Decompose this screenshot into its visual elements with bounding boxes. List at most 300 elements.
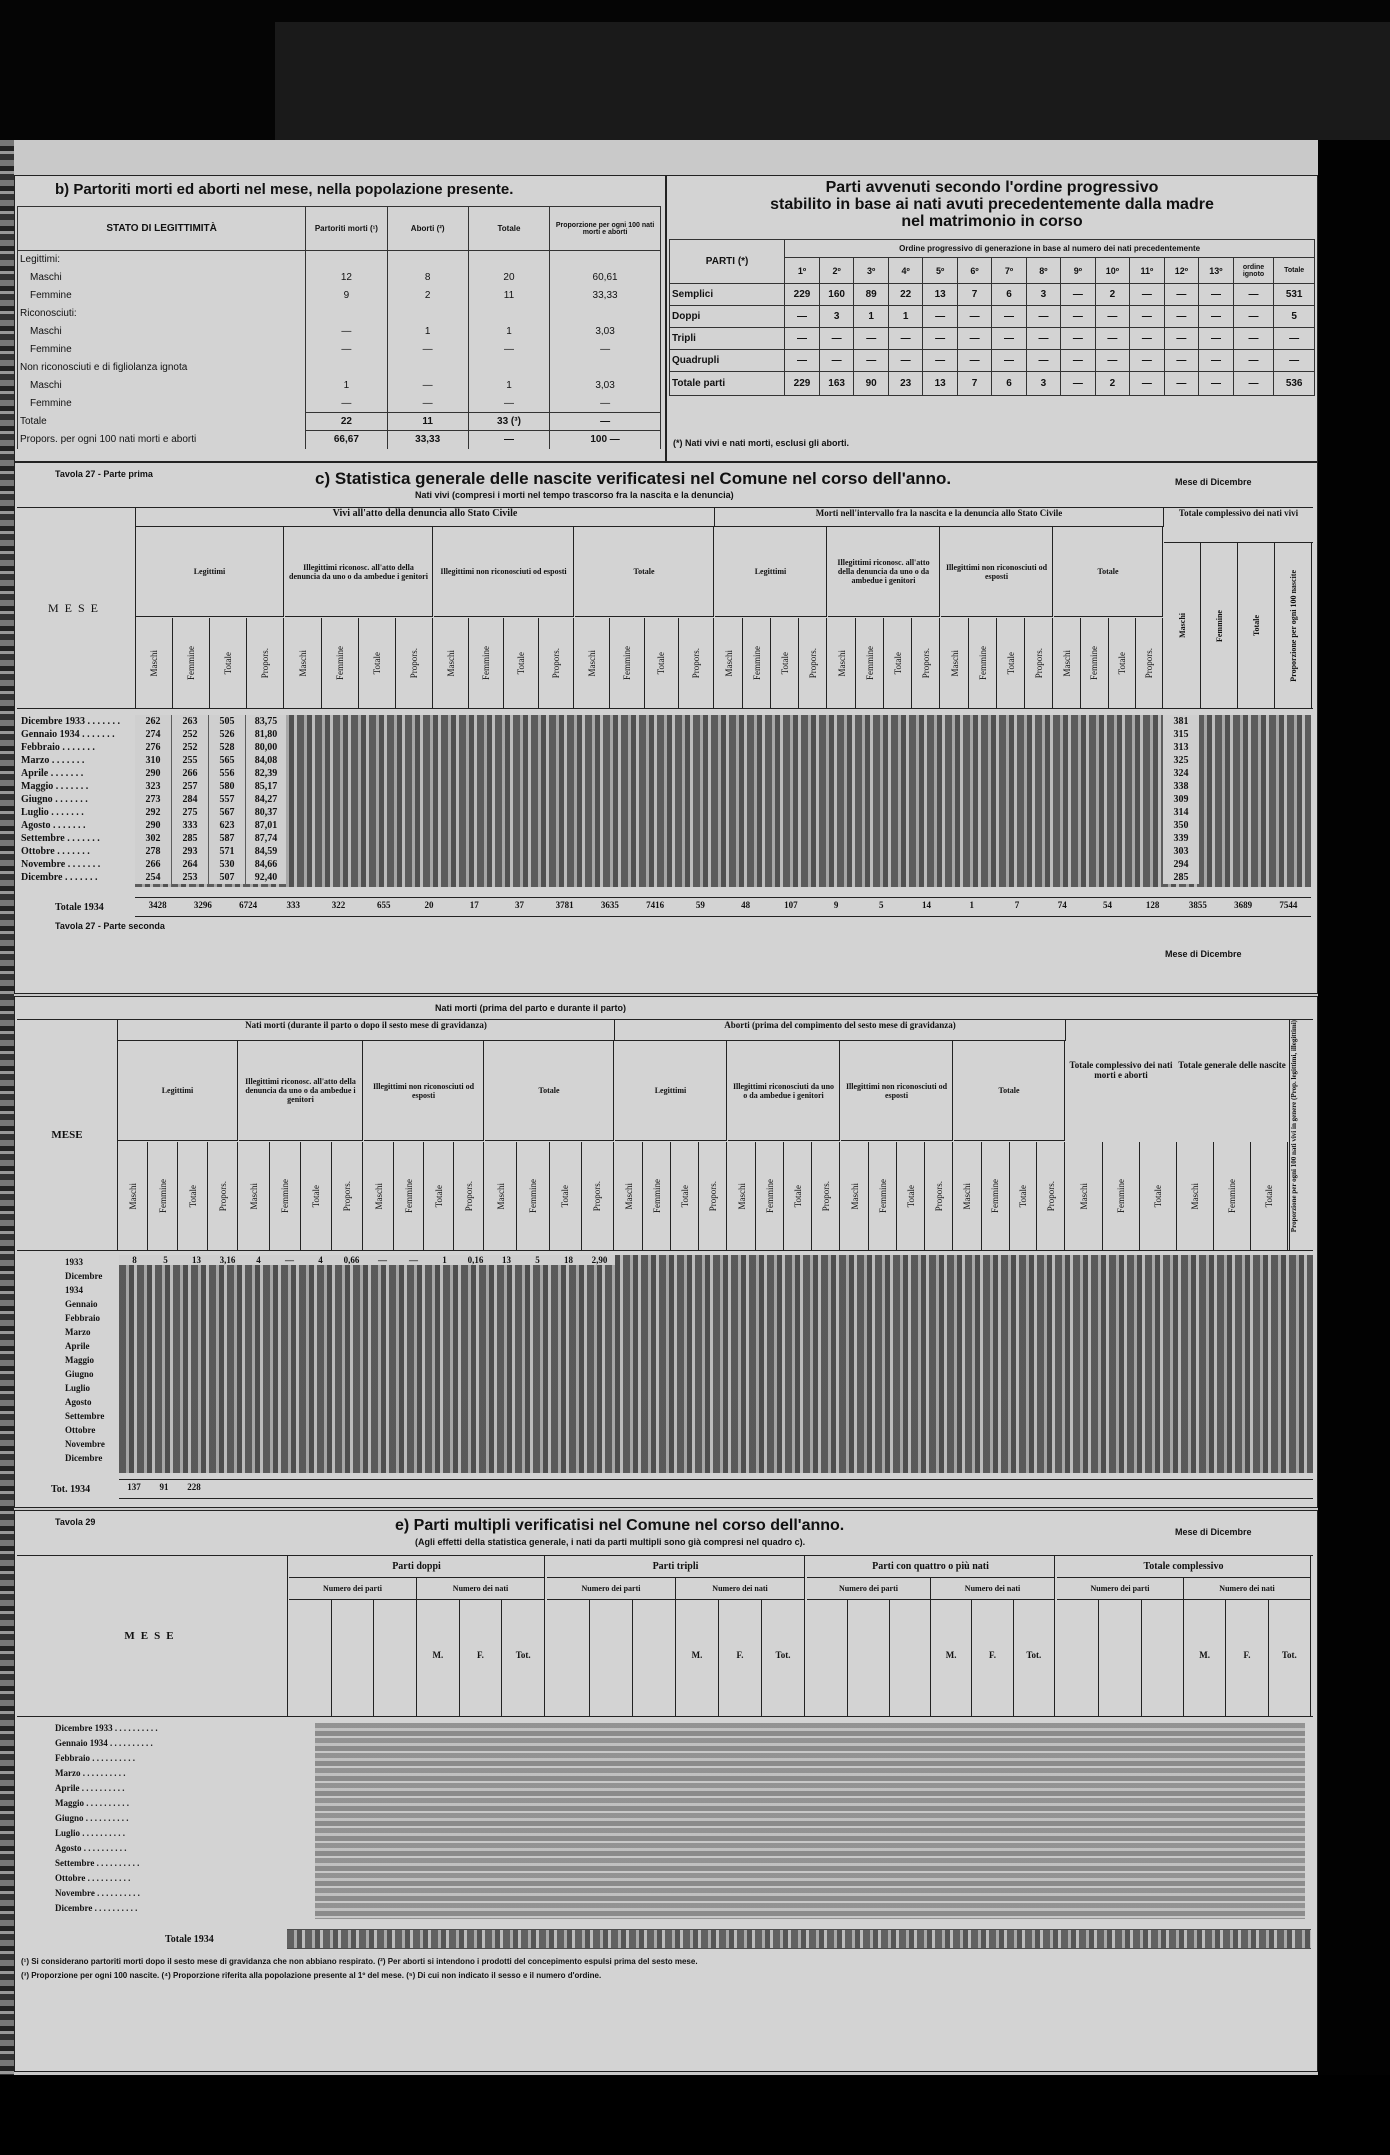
month-label: Agosto xyxy=(55,1843,82,1853)
tavola27-p1-mese: MESE xyxy=(17,508,136,708)
parti-cell: — xyxy=(1061,328,1095,350)
tavola27-p2-leaf xyxy=(925,1142,953,1250)
secb-cell: 60,61 xyxy=(550,269,661,287)
tavola27-p1-total-cell: 5 xyxy=(879,900,884,910)
tavola27-p2-month-row: Gennaio xyxy=(65,1299,98,1309)
tavola27-p1-cell: 315 xyxy=(1163,728,1199,741)
month-label: Febbraio xyxy=(21,742,60,753)
tavola27-p2-first-cell: 0,16 xyxy=(460,1255,491,1265)
document-page xyxy=(14,140,1318,2075)
col-proporzione: Proporzione per ogni 100 nati morti e aborti xyxy=(550,207,661,251)
tavola27-p2-leaf xyxy=(178,1142,208,1250)
month-label: Settembre xyxy=(55,1858,95,1868)
tavola27-p1-leaf xyxy=(210,618,247,708)
parti-order-col: 8º xyxy=(1026,258,1060,284)
parti-order-col: 13º xyxy=(1199,258,1234,284)
tavola27-p2-month-row: Dicembre xyxy=(65,1453,103,1463)
tavola27-p1-month-row xyxy=(21,819,133,832)
tavola27-p1-leaf-text: Propors. xyxy=(551,647,561,679)
tavola29-leaf: M. xyxy=(676,1600,719,1716)
tavola27-p1-leaf-text: Totale xyxy=(372,651,382,675)
tavola27-p1-leaf-text: Propors. xyxy=(920,647,931,679)
dot-leader: . . . . . . . xyxy=(53,781,89,792)
tavola29-sub-nati: Numero dei nati xyxy=(931,1578,1055,1600)
tavola27-p1-total-cell: 14 xyxy=(922,900,932,910)
tavola27-p1-total-cell: 54 xyxy=(1102,900,1112,910)
parti-cell: — xyxy=(992,328,1026,350)
dot-leader: . . . . . . . . . . xyxy=(84,1798,129,1808)
tavola27-p2-month-row: Settembre xyxy=(65,1411,105,1421)
tavola29-data xyxy=(315,1723,1305,1919)
dot-leader: . . . . . . . . . . xyxy=(80,1828,126,1838)
parti-order-col: Totale xyxy=(1274,258,1315,284)
tavola29-leaf: Tot. xyxy=(502,1600,545,1716)
parti-row xyxy=(670,306,1315,328)
tavola27-p1-cell: 274 xyxy=(135,728,171,741)
month-label: Maggio xyxy=(21,781,54,792)
parti-cell: — xyxy=(957,328,991,350)
tavola27-p2-data xyxy=(119,1255,1313,1473)
tavola27-p1-total-cell: 37 xyxy=(514,900,524,910)
tavola27-p1-total-cell: 3689 xyxy=(1234,900,1253,910)
tavola27-p1-leaf-text: Propors. xyxy=(409,647,419,679)
dot-leader: . . . . . . . . . . xyxy=(85,1873,131,1883)
tavola27-p1-total-cell: 128 xyxy=(1145,900,1160,910)
secb-cell xyxy=(306,359,387,377)
tavola27-p1-cell: 324 xyxy=(1163,767,1199,780)
tavola27-p2-tag: Tavola 27 - Parte seconda xyxy=(55,921,165,931)
tavola27-p2-leaf xyxy=(615,1142,643,1250)
tavola27-p1-cell: 290 xyxy=(135,767,171,780)
scan-left-edge xyxy=(0,140,14,2155)
parti-title-2: stabilito in base ai nati avuti precedentemente dalla madre xyxy=(770,196,1214,213)
month-label: Luglio xyxy=(21,807,49,818)
tavola27-p2-leaf-tot xyxy=(1066,1142,1103,1250)
tavola27-p1-leaf-tot-text: Totale xyxy=(1251,614,1261,637)
parti-cell: 13 xyxy=(923,284,957,306)
tavola27-p1-month-row xyxy=(21,728,133,741)
dot-leader: . . . . . . . xyxy=(54,846,90,857)
tavola27-p2-subhead: Illegittimi riconosc. all'atto della denuncia da uno o da ambedue i genitori xyxy=(239,1041,363,1141)
parti-cell: — xyxy=(1061,372,1095,396)
tavola27-p2-leaf-tot xyxy=(1251,1142,1288,1250)
tavola29-leaf: F. xyxy=(972,1600,1013,1716)
tavola27-p1-leaf xyxy=(285,618,322,708)
secb-row-label: Femmine xyxy=(18,395,306,413)
dot-leader: . . . . . . . xyxy=(64,833,100,844)
tavola27-p2-leaf-text: Maschi xyxy=(962,1182,973,1210)
tavola27-p1-cell: 252 xyxy=(172,728,208,741)
parti-cell: 7 xyxy=(957,284,991,306)
tavola29-title: e) Parti multipli verificatisi nel Comune nel corso dell'anno. xyxy=(395,1517,845,1534)
tavola27-p1-cell: 85,17 xyxy=(246,780,286,793)
tavola27-p2-leaf-text: Femmine xyxy=(403,1179,414,1213)
tavola27-p1-leaf-text: Propors. xyxy=(260,647,270,679)
tavola27-p2-leaf-tot xyxy=(1103,1142,1140,1250)
tavola29-month-row xyxy=(55,1841,285,1856)
parti-cell: 13 xyxy=(923,372,957,396)
tavola27-p1-leaf-text: Totale xyxy=(779,651,790,675)
secb-row-label: Propors. per ogni 100 nati morti e aborti xyxy=(18,431,306,449)
tavola27-p1-cell: 381 xyxy=(1163,715,1199,728)
parti-group-header: Ordine progressivo di generazione in base al numero dei nati precedentemente xyxy=(785,240,1315,258)
parti-order-col: 5º xyxy=(923,258,957,284)
secb-cell: 3,03 xyxy=(550,377,661,395)
secb-cell: — xyxy=(306,341,387,359)
parti-cell: — xyxy=(1164,350,1199,372)
tavola27-p2-first-cell: — xyxy=(274,1255,305,1265)
tavola27-part2-panel xyxy=(14,996,1318,1508)
tavola29-leaf: Tot. xyxy=(1269,1600,1311,1716)
parti-cell: — xyxy=(1199,350,1234,372)
section-b-title: b) Partoriti morti ed aborti nel mese, nella popolazione presente. xyxy=(55,181,514,198)
tavola27-p1-cell: 571 xyxy=(209,845,245,858)
tavola27-p1-total-cell: 3855 xyxy=(1188,900,1207,910)
tavola27-p2-leaf xyxy=(517,1142,549,1250)
tavola27-p1-grp2: Morti nell'intervallo fra la nascita e la denuncia allo Stato Civile xyxy=(715,508,1164,527)
secb-cell xyxy=(306,305,387,323)
tavola27-p1-leaf xyxy=(941,618,969,708)
secb-cell: 1 xyxy=(468,323,549,341)
parti-cell: — xyxy=(1026,306,1060,328)
parti-row-header: PARTI (*) xyxy=(670,240,785,284)
month-label: Giugno xyxy=(21,794,53,805)
month-label: Ottobre xyxy=(21,846,55,857)
month-label: Novembre xyxy=(55,1888,95,1898)
tavola27-p1-cell: 526 xyxy=(209,728,245,741)
tavola27-p2-leaf xyxy=(582,1142,614,1250)
secb-cell: 3,03 xyxy=(550,323,661,341)
tavola27-p1-leaf-text: Totale xyxy=(892,651,903,675)
parti-cell: 22 xyxy=(888,284,922,306)
tavola27-p1-leaf xyxy=(771,618,799,708)
parti-cell: — xyxy=(1061,350,1095,372)
tavola27-p1-leaf xyxy=(1109,618,1136,708)
tavola27-p1-cell: 278 xyxy=(135,845,171,858)
secb-cell: 1 xyxy=(468,377,549,395)
tavola27-p1-month-row xyxy=(21,767,133,780)
parti-cell: 531 xyxy=(1274,284,1315,306)
tavola27-p1-month-row xyxy=(21,741,133,754)
tavola27-p2-leaf xyxy=(208,1142,238,1250)
secb-row xyxy=(18,359,661,377)
tavola27-p1-leaf-text: Totale xyxy=(516,651,526,675)
parti-cell: — xyxy=(923,350,957,372)
parti-cell: — xyxy=(1199,328,1234,350)
tavola29-month-row xyxy=(55,1871,285,1886)
tavola27-p1-cell: 293 xyxy=(172,845,208,858)
tavola27-p2-leaf-tot-text: Totale xyxy=(1264,1184,1274,1208)
tavola27-p1-leaf-text: Totale xyxy=(223,651,233,675)
scan-right-edge xyxy=(1318,140,1390,2155)
month-label: Aprile xyxy=(21,768,49,779)
tavola27-p1-month-row xyxy=(21,858,133,871)
tavola27-p2-leaf xyxy=(671,1142,699,1250)
tavola27-p1-cell: 92,40 xyxy=(246,871,286,884)
month-label: Dicembre 1933 xyxy=(21,716,85,727)
tavola27-p1-leaf-tot-text: Femmine xyxy=(1214,609,1224,642)
tavola27-p2-month-row: Giugno xyxy=(65,1369,94,1379)
parti-cell: — xyxy=(1130,306,1165,328)
tavola27-p1-cell: 325 xyxy=(1163,754,1199,767)
tavola27-p2-totnasc: Totale generale delle nascite xyxy=(1178,1060,1286,1070)
parti-cell: — xyxy=(888,350,922,372)
secb-cell: 100 — xyxy=(550,431,661,449)
tavola27-p2-leaf-text: Femmine xyxy=(651,1179,662,1213)
dot-leader: . . . . . . . xyxy=(59,742,95,753)
parti-cell: — xyxy=(1199,372,1234,396)
parti-cell: 3 xyxy=(1026,284,1060,306)
col-stato: STATO DI LEGITTIMITÀ xyxy=(18,207,306,251)
secb-row-label: Non riconosciuti e di figliolanza ignota xyxy=(18,359,306,377)
secb-row xyxy=(18,269,661,287)
tavola29-sub-parti: Numero dei parti xyxy=(547,1578,676,1600)
tavola27-p2-leaf-tot-text: Maschi xyxy=(1190,1182,1200,1210)
tavola27-p1-leaf-text: Propors. xyxy=(691,647,702,679)
tavola29-group: Parti tripli xyxy=(547,1556,805,1578)
dot-leader: . . . . . . . . . . xyxy=(83,1813,129,1823)
tavola27-p2-grp2: Aborti (prima del compimento del sesto mese di gravidanza) xyxy=(615,1020,1066,1041)
tavola27-p2-leaf xyxy=(982,1142,1010,1250)
tavola27-p1-cell: 84,08 xyxy=(246,754,286,767)
tavola27-p1-leaf xyxy=(743,618,771,708)
parti-cell: — xyxy=(1233,372,1274,396)
tavola27-p1-cell: 84,66 xyxy=(246,858,286,871)
month-label: Dicembre 1933 xyxy=(55,1723,113,1733)
tavola27-p1-cell: 266 xyxy=(172,767,208,780)
secb-cell: 33,33 xyxy=(550,287,661,305)
tavola27-p1-total-cell: 6724 xyxy=(239,900,258,910)
tavola27-p1-leaf xyxy=(610,618,645,708)
parti-cell: — xyxy=(785,306,820,328)
tavola29-parti-col xyxy=(1057,1600,1099,1716)
tavola27-p1-cell: 80,00 xyxy=(246,741,286,754)
tavola27-p2-leaf xyxy=(869,1142,897,1250)
tavola27-p1-leaf xyxy=(799,618,827,708)
tavola27-p2-leaf xyxy=(550,1142,582,1250)
tavola27-p1-cell: 338 xyxy=(1163,780,1199,793)
secb-row xyxy=(18,323,661,341)
parti-cell: — xyxy=(1095,328,1130,350)
secb-cell: 9 xyxy=(306,287,387,305)
parti-cell: — xyxy=(1274,328,1315,350)
parti-row xyxy=(670,350,1315,372)
tavola27-p2-leaf xyxy=(1010,1142,1038,1250)
tavola27-p2-month-row: Luglio xyxy=(65,1383,91,1393)
parti-cell: — xyxy=(1130,372,1165,396)
dot-leader: . . . . . . . xyxy=(62,872,98,883)
tavola27-p2-leaf-text: Totale xyxy=(905,1184,916,1208)
tavola29-parti-col xyxy=(1142,1600,1184,1716)
tavola27-p1-leaf-text: Totale xyxy=(1005,651,1016,675)
secb-cell: 1 xyxy=(387,323,468,341)
col-totale: Totale xyxy=(468,207,549,251)
tavola29-parti-col xyxy=(332,1600,375,1716)
parti-cell: — xyxy=(819,350,854,372)
parti-cell: — xyxy=(1164,372,1199,396)
secb-row xyxy=(18,377,661,395)
tavola27-p1-cell: 252 xyxy=(172,741,208,754)
tavola27-p1-leaf xyxy=(136,618,173,708)
tavola27-p1-cell: 565 xyxy=(209,754,245,767)
tavola27-p1-cell: 580 xyxy=(209,780,245,793)
tavola27-p1-total-cell: 17 xyxy=(469,900,479,910)
tavola27-p2-leaf-tot-text: Maschi xyxy=(1079,1182,1089,1210)
tavola27-p2-lastcol: Proporzione per ogni 100 nati vivi in genere (Prop. legittimi, illegittimi) xyxy=(1289,1020,1314,1250)
tavola27-p2-leaf xyxy=(332,1142,363,1250)
tavola27-p1-total-cell: 7 xyxy=(1014,900,1020,910)
tavola29-month-row xyxy=(55,1721,285,1736)
tavola27-p1-cell: 303 xyxy=(1163,845,1199,858)
secb-row-label: Maschi xyxy=(18,323,306,341)
secb-cell: 12 xyxy=(306,269,387,287)
parti-cell: 6 xyxy=(992,284,1026,306)
parti-order-col: 9º xyxy=(1061,258,1095,284)
month-label: Ottobre xyxy=(55,1873,86,1883)
tavola27-p1-leaf xyxy=(322,618,359,708)
secb-row-label: Femmine xyxy=(18,341,306,359)
tavola27-p2-leaf-tot-text: Femmine xyxy=(1116,1179,1126,1213)
tavola27-p1-month-row xyxy=(21,715,133,728)
tavola27-p2-leaf xyxy=(454,1142,484,1250)
dot-leader: . . . . . . . . . . xyxy=(112,1723,158,1733)
tavola27-p2-total-cell: 228 xyxy=(187,1482,201,1492)
parti-cell: 229 xyxy=(785,284,820,306)
tavola29-leaf: M. xyxy=(417,1600,460,1716)
tavola27-p1-leaf-text: Maschi xyxy=(723,649,734,677)
parti-order-col: 12º xyxy=(1164,258,1199,284)
tavola29-month-row xyxy=(55,1781,285,1796)
tavola27-p2-subhead: Illegittimi non riconosciuti od esposti xyxy=(364,1041,484,1141)
tavola27-p2-grp1: Nati morti (durante il parto o dopo il sesto mese di gravidanza) xyxy=(118,1020,615,1041)
parti-cell: — xyxy=(854,350,888,372)
tavola27-p2-leaf xyxy=(485,1142,517,1250)
tavola29-parti-col xyxy=(807,1600,848,1716)
tavola27-p1-month-row xyxy=(21,871,133,884)
tavola27-p2-leaf xyxy=(118,1142,148,1250)
tavola27-p1-leaf-text: Femmine xyxy=(864,646,875,680)
month-label: Dicembre xyxy=(55,1903,93,1913)
parti-row-label: Totale parti xyxy=(670,372,785,396)
tavola27-p1-leaf xyxy=(884,618,912,708)
parti-title-1: Parti avvenuti secondo l'ordine progressivo xyxy=(825,179,1159,196)
tavola27-p2-leaf xyxy=(1037,1142,1065,1250)
tavola27-p2-leaf-text: Propors. xyxy=(592,1180,603,1212)
tavola27-p1-total-cell: 9 xyxy=(833,900,839,910)
tavola29-month-row xyxy=(55,1856,285,1871)
secb-row-label: Femmine xyxy=(18,287,306,305)
tavola29-month-row xyxy=(55,1901,285,1916)
tavola29-parti-col xyxy=(374,1600,417,1716)
parti-cell: — xyxy=(819,328,854,350)
month-label: Aprile xyxy=(55,1783,80,1793)
dot-leader: . . . . . . . . . . xyxy=(107,1738,153,1748)
month-label: Maggio xyxy=(55,1798,84,1808)
parti-order-col: 1º xyxy=(785,258,820,284)
dot-leader: . . . . . . . . . . xyxy=(94,1858,140,1868)
secb-cell: — xyxy=(387,395,468,413)
tavola27-p2-first-cell: 4 xyxy=(305,1255,336,1265)
tavola27-p1-leaf xyxy=(856,618,884,708)
secb-cell: 33,33 xyxy=(387,431,468,449)
parti-cell: — xyxy=(854,328,888,350)
tavola27-p2-month-row: Dicembre xyxy=(65,1271,103,1281)
month-label: Marzo xyxy=(21,755,50,766)
parti-cell: 1 xyxy=(854,306,888,328)
tavola27-p1-leaf-tot xyxy=(1201,543,1238,708)
tavola27-p1-cell: 505 xyxy=(209,715,245,728)
tavola29-parti-col xyxy=(590,1600,633,1716)
tavola27-p2-first-cell: 13 xyxy=(181,1255,212,1265)
tavola27-p1-leaf-tot xyxy=(1238,543,1275,708)
parti-cell: — xyxy=(888,328,922,350)
tavola27-p1-leaf-text: Propors. xyxy=(807,647,818,679)
tavola27-p2-leaf-text: Maschi xyxy=(127,1182,138,1210)
tavola27-p1-leaf xyxy=(715,618,743,708)
tavola27-p2-leaf-text: Propors. xyxy=(342,1180,352,1212)
secb-cell: 2 xyxy=(387,287,468,305)
tavola27-p1-leaf-tot xyxy=(1164,543,1201,708)
tavola27-p1-total-cell: 59 xyxy=(695,900,705,910)
tavola27-p1-subtitle: Nati vivi (compresi i morti nel tempo trascorso fra la nascita e la denuncia) xyxy=(415,490,734,500)
secb-cell: — xyxy=(550,341,661,359)
tavola29-sub-nati: Numero dei nati xyxy=(417,1578,545,1600)
tavola27-p1-month-row xyxy=(21,806,133,819)
tavola27-p2-leaf-tot xyxy=(1214,1142,1251,1250)
tavola27-p1-leaf-text: Femmine xyxy=(481,646,491,680)
parti-cell: 3 xyxy=(1026,372,1060,396)
parti-cell: — xyxy=(923,328,957,350)
tavola27-p1-leaf-text: Femmine xyxy=(335,646,345,680)
tavola27-p2-leaf-text: Maschi xyxy=(623,1182,634,1210)
parti-cell: — xyxy=(992,306,1026,328)
parti-order-col: 7º xyxy=(992,258,1026,284)
tavola27-p1-leaf-text: Propors. xyxy=(1143,647,1154,679)
tavola27-p1-leaf-text: Maschi xyxy=(949,649,960,677)
tavola27-p1-leaf xyxy=(173,618,210,708)
tavola27-p2-leaf-text: Maschi xyxy=(849,1182,860,1210)
month-label: Marzo xyxy=(55,1768,81,1778)
tavola27-p2-first-cell: — xyxy=(398,1255,429,1265)
tavola27-p1-month-row xyxy=(21,793,133,806)
tavola27-p2-first-cell: 18 xyxy=(553,1255,584,1265)
tavola27-p2-leaf xyxy=(784,1142,812,1250)
parti-cell: — xyxy=(1026,328,1060,350)
tavola27-p1-cell: 294 xyxy=(1163,858,1199,871)
tavola27-p2-leaf xyxy=(301,1142,332,1250)
tavola27-p2-subhead: Illegittimi riconosciuti da uno o da ambedue i genitori xyxy=(728,1041,840,1141)
tavola27-p1-data xyxy=(135,715,1311,887)
tavola27-p1-total-cell: 3428 xyxy=(148,900,167,910)
tavola27-p1-cell: 276 xyxy=(135,741,171,754)
tavola27-p2-leaf xyxy=(954,1142,982,1250)
tavola27-p1-cell: 557 xyxy=(209,793,245,806)
tavola29-sub-parti: Numero dei parti xyxy=(289,1578,417,1600)
parti-cell: 2 xyxy=(1095,372,1130,396)
tavola29-parti-col xyxy=(890,1600,931,1716)
tavola27-p1-total-cell: 7544 xyxy=(1279,900,1298,910)
tavola27-p1-leaf xyxy=(469,618,504,708)
tavola27-p2-title: Nati morti (prima del parto e durante il parto) xyxy=(435,1003,627,1013)
tavola27-p2-subhead: Totale xyxy=(485,1041,614,1141)
tavola27-p2-leaf-text: Maschi xyxy=(736,1182,747,1210)
tavola27-p2-first-cell: 2,90 xyxy=(584,1255,615,1265)
tavola27-p1-total-cell: 322 xyxy=(331,900,346,910)
tavola27-p2-month-row: Maggio xyxy=(65,1355,94,1365)
tavola29-leaf: M. xyxy=(931,1600,972,1716)
secb-cell xyxy=(387,305,468,323)
secb-cell: — xyxy=(468,395,549,413)
